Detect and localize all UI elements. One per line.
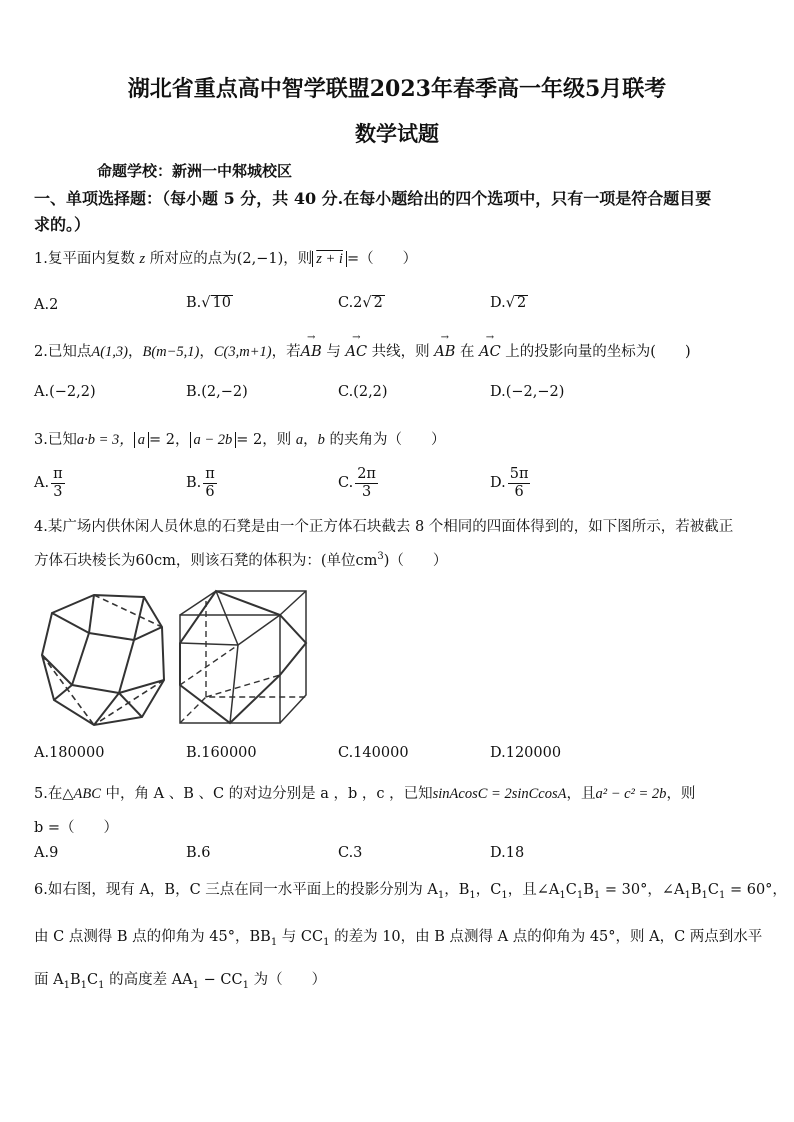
q3-option-b: B. $\frac{\pi}{6}$ (186, 466, 215, 500)
q4-option-b: B.160000 (186, 745, 257, 761)
exam-title: 湖北省重点高中智学联盟2023年春季高一年级5月联考 (127, 76, 667, 102)
q5-option-a: A.9 (34, 845, 59, 861)
q3-option-a: A. $\frac{\pi}{3}$ (34, 466, 63, 500)
cube-right (180, 591, 306, 723)
question-2-stem: 2.已知点A(1,3)，B(m−5,1)，C(3,m+1)，若→ AB 与 → AC 共线，则 → AB 在 → AC 上的投影向量的坐标为( ) (34, 340, 691, 361)
q4-option-c: C.140000 (338, 745, 409, 761)
section-heading-line2: 求的。） (34, 215, 91, 234)
q3-option-c: C. $\frac{2\pi}{3}$ (338, 466, 376, 500)
question-4-line1: 4.某广场内供休闲人员休息的石凳是由一个正方体石块截去 8 个相同的四面体得到的，如下图所示，若被截正 (34, 519, 734, 535)
q1-option-b: B.√ 10 (186, 295, 231, 311)
question-4-line2: 方体石块棱长为60cm，则该石凳的体积为：(单位$cm^3$)（ ） (34, 551, 448, 569)
q4-option-d: D.120000 (490, 745, 562, 761)
question-3-stem: 3.已知a·b = 3， a = 2， a − 2b = 2，则 a，b 的夹角为（ ） (34, 432, 446, 448)
q2-option-b: B.(2,−2) (186, 384, 248, 400)
q1-option-a: A.2 (34, 297, 59, 313)
q5-option-b: B.6 (186, 845, 211, 861)
stone-bench-figure (34, 585, 324, 735)
section-heading-line1: 一、单项选择题：（每小题 5 分，共 40 分.在每小题给出的四个选项中，只有一项是符合题目要 (34, 189, 712, 208)
q5-option-d: D.18 (490, 845, 525, 861)
question-6-line2: 由 C 点测得 B 点的仰角为 45°，$BB_1$ 与 $CC_1$ 的差为 10，由 B 点测得 A 点的仰角为 45°，则 A，C 两点到水平 (34, 929, 763, 948)
exam-subtitle: 数学试题 (355, 121, 439, 146)
q2-option-a: A.(−2,2) (34, 384, 96, 400)
question-5-line2: b =（ ） (34, 820, 119, 836)
question-1-stem: 1.复平面内复数 z 所对应的点为(2,−1)，则 z + i =（ ） (34, 251, 418, 267)
question-5-line1: 5.在△ABC 中，角 A 、B 、C 的对边分别是 a ，b ，c ，已知sinAcosC = 2sinCcosA，且a² − c² = 2b，则 (34, 786, 696, 802)
q4-option-a: A.180000 (34, 745, 105, 761)
q1-option-d: D.√ 2 (490, 295, 527, 311)
q2-option-d: D.(−2,−2) (490, 384, 565, 400)
hidden-edges-left (42, 595, 164, 725)
question-6-line3: 面 $A_1B_1C_1$ 的高度差 $AA_1 - CC_1$ 为（ ） (34, 972, 327, 991)
school-line: 命题学校：新洲一中邾城校区 (97, 162, 293, 180)
q1-option-c: C.2√ 2 (338, 295, 383, 311)
truncated-cube-left (42, 595, 164, 725)
q3-option-d: D. $\frac{5\pi}{6}$ (490, 466, 529, 500)
q2-option-c: C.(2,2) (338, 384, 388, 400)
question-6-line1: 6.如右图，现有 A，B，C 三点在同一水平面上的投影分别为 $A_1$，$B_1$，$C_1$，且$\angle A_1C_1B_1 = 30^\circ$，$\angle A_1B_1C_1 = 60^\circ$， (34, 882, 787, 901)
q5-option-c: C.3 (338, 845, 363, 861)
